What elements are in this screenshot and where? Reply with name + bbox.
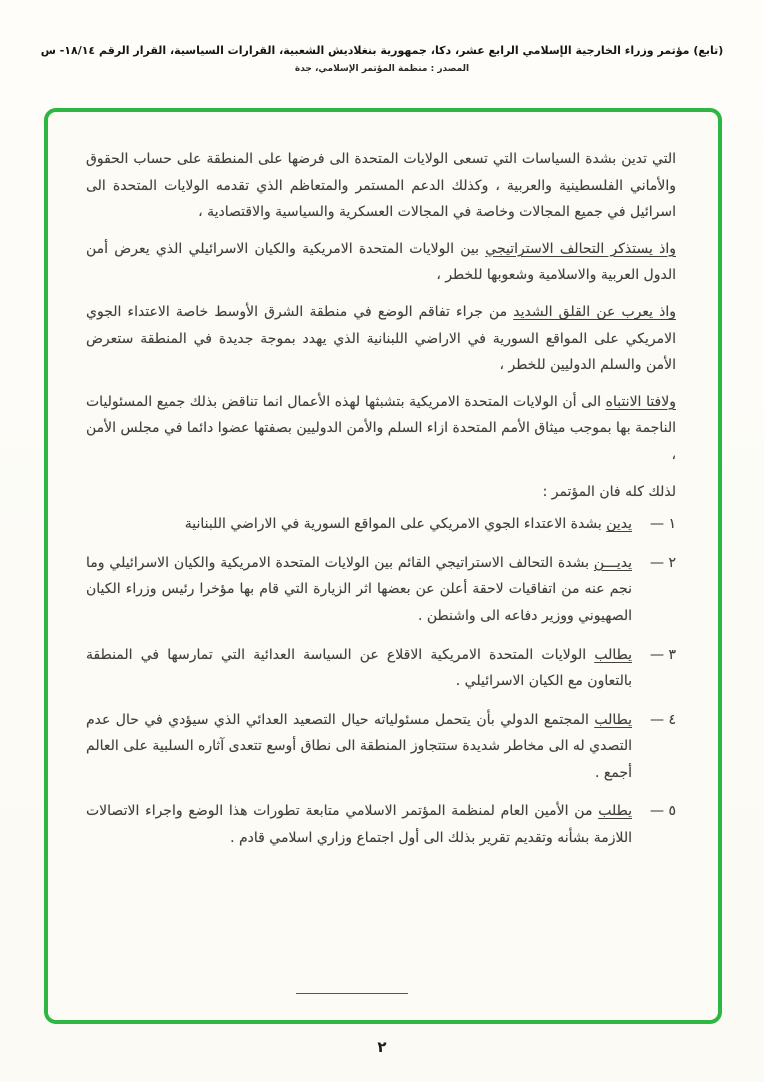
item-lead-underlined: يديـــن — [593, 554, 632, 571]
resolution-item — [86, 798, 676, 851]
green-highlight-frame — [44, 108, 722, 1024]
item-number: ١ — — [650, 516, 676, 533]
header-citation: (تابع) مؤتمر وزراء الخارجية الإسلامي الرابع عشر، دكا، جمهورية بنغلاديش الشعبية، القرارات السياسية، القرار الرقم ١٨/١٤- س — [40, 44, 724, 57]
preamble-paragraph — [86, 299, 676, 379]
page-number: ٢ — [377, 1038, 387, 1056]
paragraph-lead-underlined: واذ يعرب عن القلق الشديد — [513, 303, 676, 320]
item-number: ٥ — — [650, 803, 676, 820]
header-source: المصدر : منظمة المؤتمر الإسلامي، جدة — [294, 64, 470, 74]
item-text — [86, 550, 632, 630]
document-body — [86, 146, 676, 960]
resolution-item — [86, 511, 676, 538]
item-lead-underlined: يطالب — [594, 646, 632, 663]
resolution-item — [86, 707, 676, 787]
item-number: ٢ — — [650, 554, 676, 571]
paragraph-lead-underlined: واذ يستذكر التحالف الاستراتيجي — [485, 240, 676, 257]
resolution-item — [86, 550, 676, 630]
item-number: ٣ — — [650, 646, 676, 663]
paragraph-text: الى أن الولايات المتحدة الامريكية بتشبثها لهذه الأعمال انما تناقض بذلك جميع المسئوليات الناجمة بها بموجب ميثاق الأمم المتحدة ازاء السلم والأمن الدوليين بصفتها عضوا دائما في مجلس الأمن ، — [86, 393, 676, 463]
item-text — [86, 707, 632, 787]
item-lead-underlined: يطالب — [594, 711, 632, 728]
item-lead-underlined: يدين — [606, 516, 632, 533]
item-body: بشدة الاعتداء الجوي الامريكي على المواقع السورية في الاراضي اللبنانية — [184, 516, 607, 533]
item-body: بشدة التحالف الاستراتيجي القائم بين الولايات المتحدة الامريكية والكيان الاسرائيلي وما نجم عنه من اتفاقيات لاحقة أعلن عن بعضها اثر الزيارة التي قام بها مؤخرا رئيس وزراء الكيان الصهيوني ووزير دفاعه الى واشنطن . — [86, 554, 632, 624]
document-header — [20, 44, 744, 74]
item-text — [86, 642, 632, 695]
operative-intro-line: لذلك كله فان المؤتمر : — [542, 483, 676, 500]
item-body: الولايات المتحدة الامريكية الاقلاع عن السياسة العدائية التي تمارسها في المنطقة بالتعاون مع الكيان الاسرائيلي . — [86, 646, 632, 690]
paragraph-text: من جراء تفاقم الوضع في منطقة الشرق الأوسط خاصة الاعتداء الجوي الامريكي على المواقع السورية في الاراضي اللبنانية الذي يهدد بموجة جديدة في المنطقة ستعرض الأمن والسلم الدوليين للخطر ، — [86, 303, 676, 374]
item-body: المجتمع الدولي بأن يتحمل مسئولياته حيال التصعيد العدائي الذي سيؤدي في حال عدم التصدي له الى مخاطر شديدة ستتجاوز المنطقة الى نطاق أوسع تتعدى آثاره السلبية على العالم أجمع . — [86, 711, 632, 781]
paragraph-text: التي تدين بشدة السياسات التي تسعى الولايات المتحدة الى فرضها على المنطقة على حساب الحقوق والأماني الفلسطينية والعربية ، وكذلك الدعم المستمر والمتعاظم الذي تقدمه الولايات المتحدة الى اسرائيل في جميع المجالات وخاصة في المجالات العسكرية والسياسية والاقتصادية ، — [86, 151, 676, 221]
item-text — [86, 511, 632, 538]
item-text — [86, 798, 632, 851]
item-body: من الأمين العام لمنظمة المؤتمر الاسلامي متابعة تطورات هذا الوضع واجراء الاتصالات اللازمة بشأنه وتقديم تقرير بذلك الى أول اجتماع وزاري اسلامي قادم . — [86, 803, 632, 847]
preamble-paragraph — [86, 146, 676, 226]
signature-line — [296, 993, 408, 994]
item-lead-underlined: يطلب — [598, 803, 632, 820]
paragraph-lead-underlined: ولافتا الانتباه — [605, 393, 676, 410]
preamble-paragraph — [86, 389, 676, 469]
paragraph-text: بين الولايات المتحدة الامريكية والكيان الاسرائيلي الذي يعرض أمن الدول العربية والاسلامية وشعوبها للخطر ، — [86, 240, 676, 284]
preamble-paragraph — [86, 236, 676, 289]
resolution-item — [86, 642, 676, 695]
item-number: ٤ — — [650, 711, 676, 728]
